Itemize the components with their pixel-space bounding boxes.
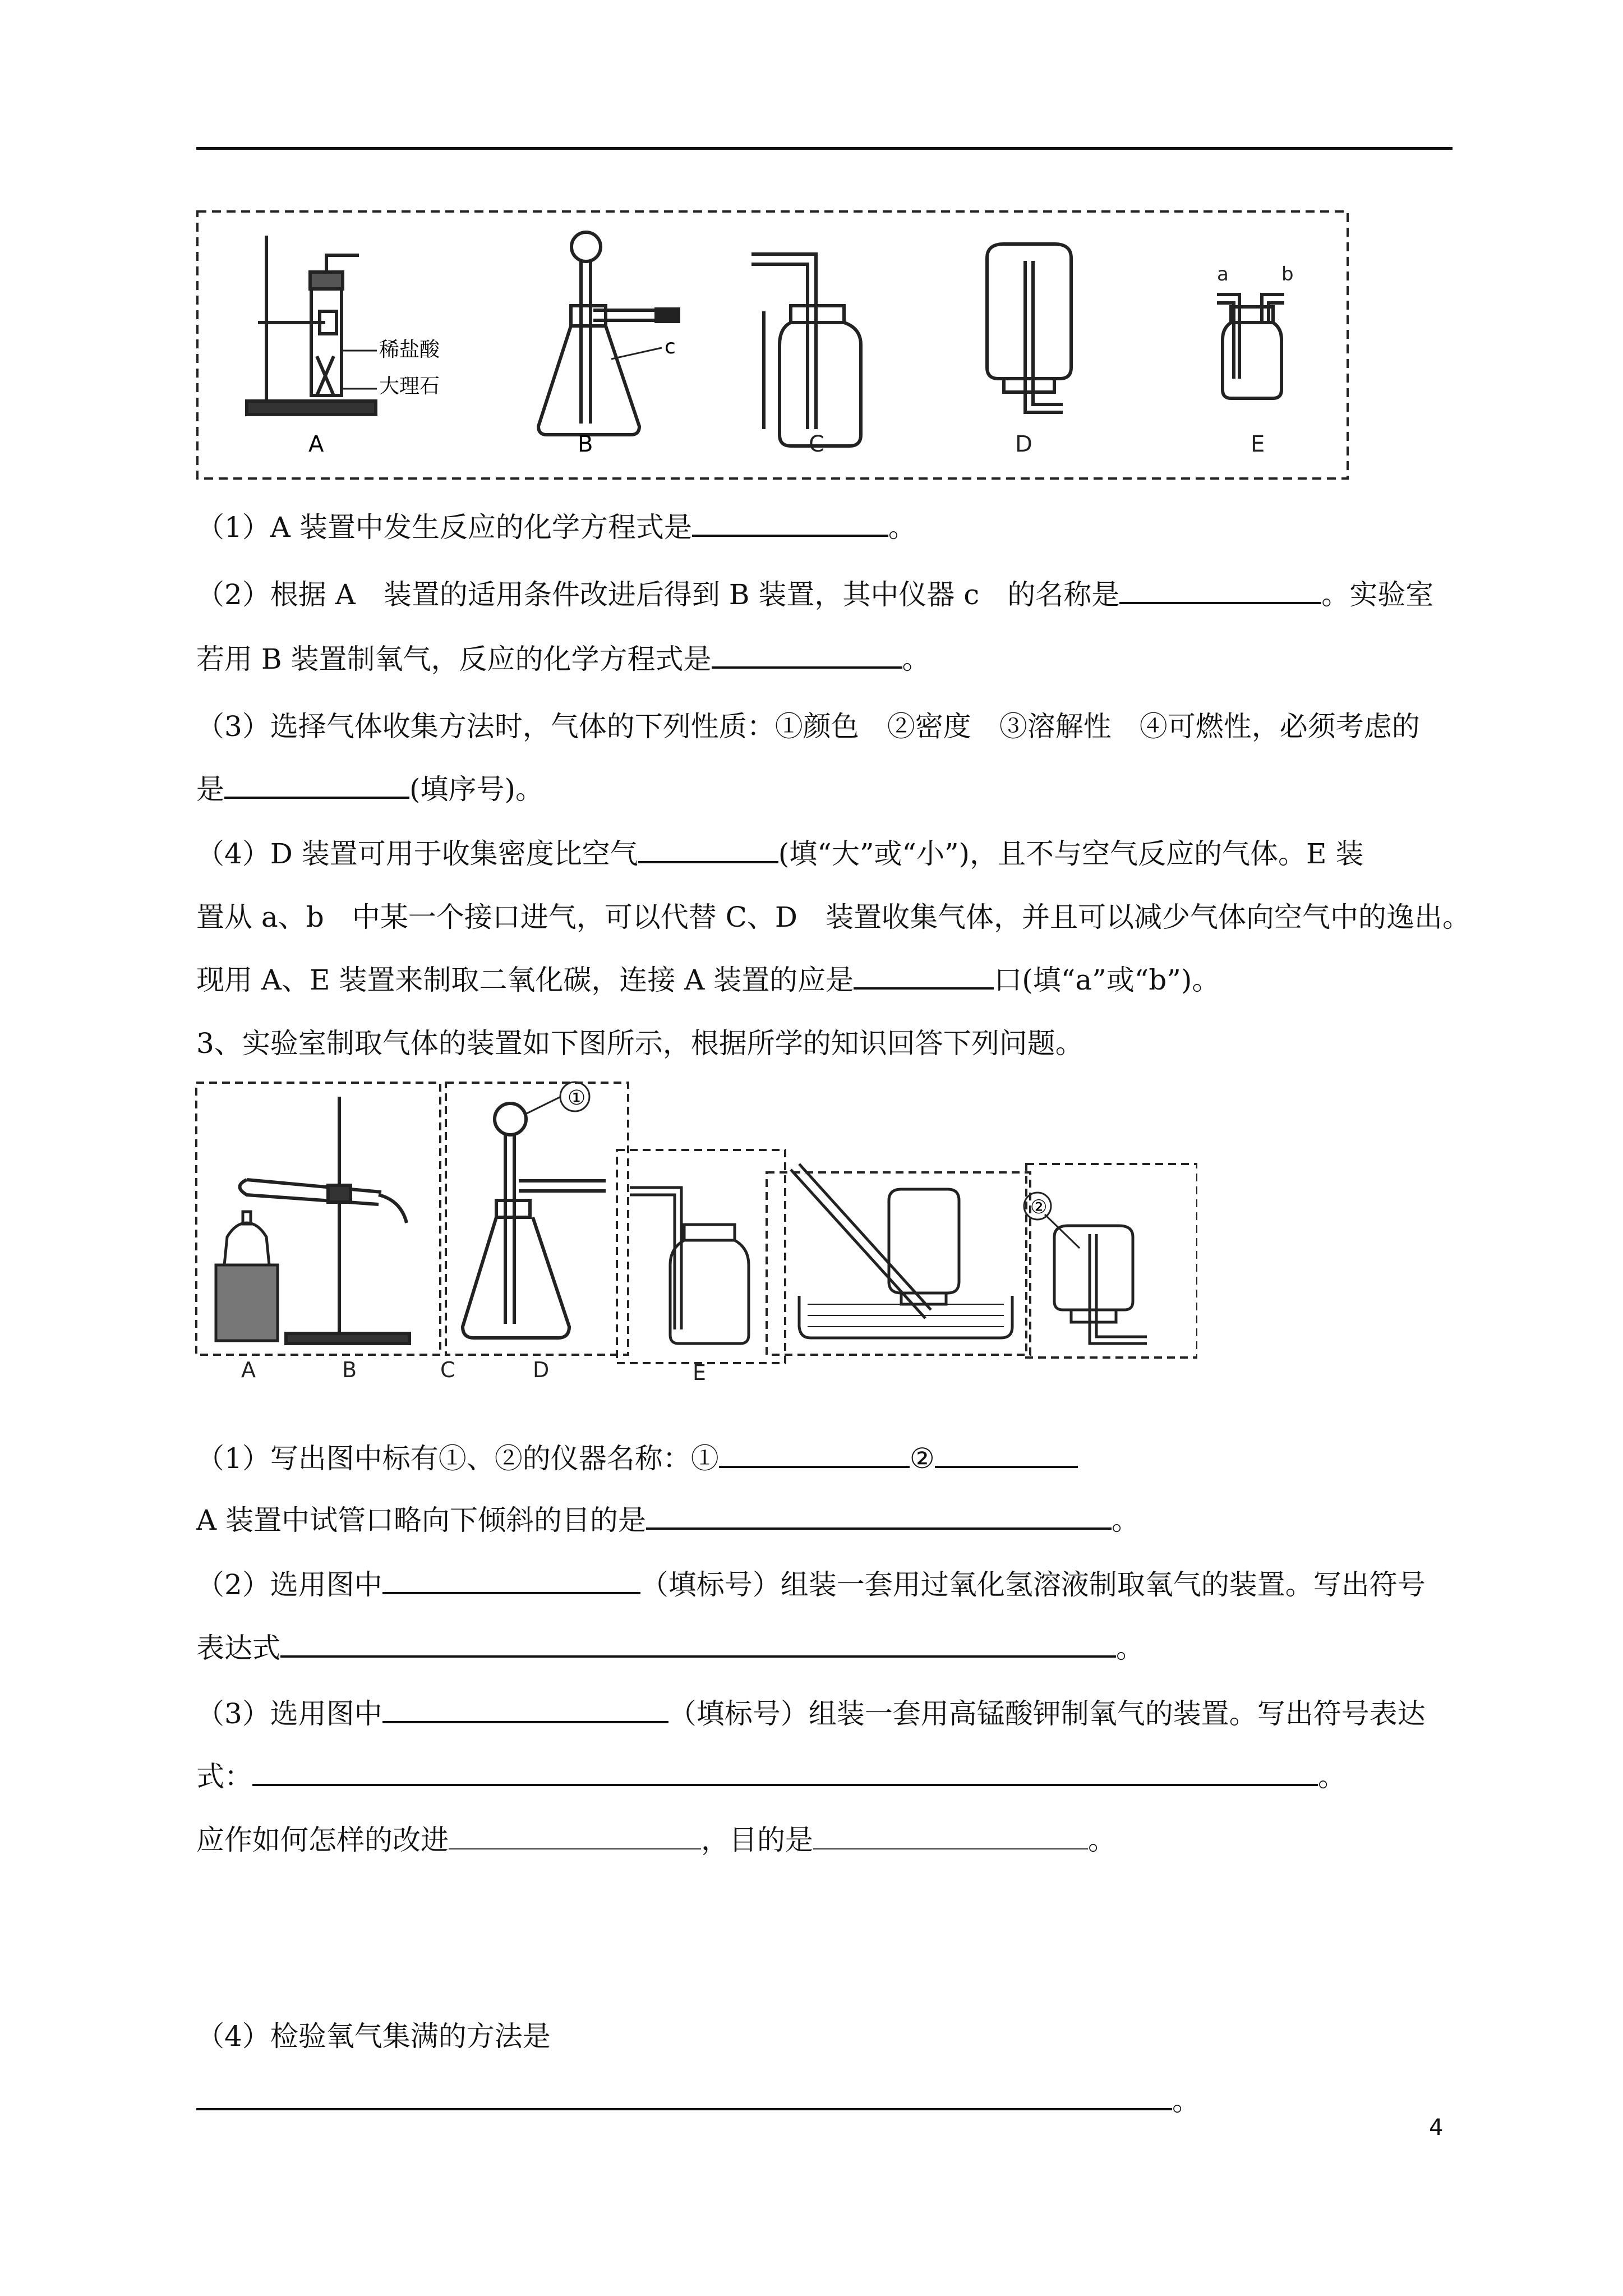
answer-blank[interactable]	[449, 1821, 701, 1849]
page-number: 4	[1429, 2115, 1444, 2141]
apparatus-A	[247, 236, 376, 415]
gas-bottle	[630, 1188, 749, 1343]
apparatus-figure-1	[196, 210, 1349, 480]
label-D: D	[1015, 431, 1032, 457]
alcohol-lamp	[216, 1212, 278, 1341]
answer-blank[interactable]	[719, 1439, 910, 1468]
q3-part3-line3: 应作如何怎样的改进 ，目的是 。	[196, 1820, 1116, 1860]
apparatus-C	[751, 254, 861, 457]
q2-part3-line2: 是 (填序号)。	[196, 770, 543, 809]
answer-blank[interactable]	[224, 770, 409, 799]
apparatus-figure-2	[193, 1080, 1197, 1383]
label-B: B	[578, 431, 593, 457]
apparatus-A-labels	[308, 338, 440, 457]
answer-blank[interactable]	[638, 834, 778, 863]
answer-blank[interactable]	[692, 508, 888, 537]
q3-part2-line2: 表达式 。	[196, 1628, 1144, 1668]
q3-part4: （4）检验氧气集满的方法是	[196, 2020, 551, 2053]
apparatus-E	[1217, 263, 1294, 457]
circle-2-label: ②	[1030, 1196, 1048, 1218]
label-C: C	[440, 1358, 455, 1382]
q2-part2-line2: 若用 B 装置制氧气，反应的化学方程式是 。	[196, 639, 930, 679]
label-B: B	[342, 1358, 357, 1382]
q2-part4-line2: 置从 a、b 中某一个接口进气，可以代替 C、D 装置收集气体，并且可以减少气体向空气中的逸出。	[196, 901, 1470, 933]
answer-blank[interactable]	[935, 1439, 1078, 1468]
flask-with-funnel	[463, 1082, 606, 1338]
answer-blank[interactable]	[1119, 575, 1321, 604]
marble-label: 大理石	[379, 375, 440, 398]
q2-part4-line1: （4）D 装置可用于收集密度比空气 (填“大”或“小”)，且不与空气反应的气体。E 装	[196, 834, 1363, 873]
q3-part1-line2: A 装置中试管口略向下倾斜的目的是 。	[196, 1501, 1140, 1540]
c-label: c	[665, 335, 676, 358]
answer-blank[interactable]	[196, 2081, 1172, 2110]
b-label: b	[1281, 263, 1294, 286]
q3-part2-line1: （2）选用图中 （填标号）组装一套用过氧化氢溶液制取氧气的装置。写出符号	[196, 1565, 1426, 1604]
a-label: a	[1217, 263, 1229, 286]
downward-bottle	[1045, 1214, 1147, 1343]
answer-blank[interactable]	[646, 1501, 1112, 1530]
answer-blank[interactable]	[813, 1821, 1088, 1849]
label-A: A	[308, 431, 324, 457]
answer-blank[interactable]	[280, 1628, 1116, 1658]
answer-blank[interactable]	[854, 960, 994, 990]
acid-label: 稀盐酸	[379, 338, 440, 361]
circle-1-label: ①	[568, 1087, 586, 1110]
answer-blank[interactable]	[252, 1757, 1318, 1786]
label-C: C	[809, 431, 824, 457]
label-E: E	[693, 1360, 707, 1383]
answer-blank[interactable]	[382, 1565, 640, 1594]
q3-part4-answer: 。	[196, 2081, 1200, 2120]
q2-part3-line1: （3）选择气体收集方法时，气体的下列性质：①颜色 ②密度 ③溶解性 ④可燃性，必须考虑的	[196, 710, 1420, 743]
label-E: E	[1251, 431, 1265, 457]
q3-intro: 3、实验室制取气体的装置如下图所示，根据所学的知识回答下列问题。	[196, 1027, 1083, 1060]
header-rule	[196, 147, 1453, 150]
q3-part3-line2: 式： 。	[196, 1757, 1346, 1796]
q2-part4-line3: 现用 A、E 装置来制取二氧化碳，连接 A 装置的应是 口(填“a”或“b”)。	[196, 960, 1220, 1000]
apparatus-B	[538, 232, 679, 435]
water-trough	[791, 1164, 1012, 1338]
answer-blank[interactable]	[712, 639, 902, 669]
apparatus-D	[987, 244, 1071, 457]
q2-part1: （1）A 装置中发生反应的化学方程式是 。	[196, 508, 916, 547]
q3-part1-line1: （1）写出图中标有①、②的仪器名称：① ②	[196, 1439, 1078, 1478]
label-D: D	[533, 1358, 550, 1382]
answer-blank[interactable]	[382, 1694, 668, 1723]
label-A: A	[241, 1358, 256, 1382]
q2-part2-line1: （2）根据 A 装置的适用条件改进后得到 B 装置，其中仪器 c 的名称是 。实验室	[196, 575, 1433, 614]
q3-part3-line1: （3）选用图中 （填标号）组装一套用高锰酸钾制氧气的装置。写出符号表达	[196, 1694, 1426, 1733]
